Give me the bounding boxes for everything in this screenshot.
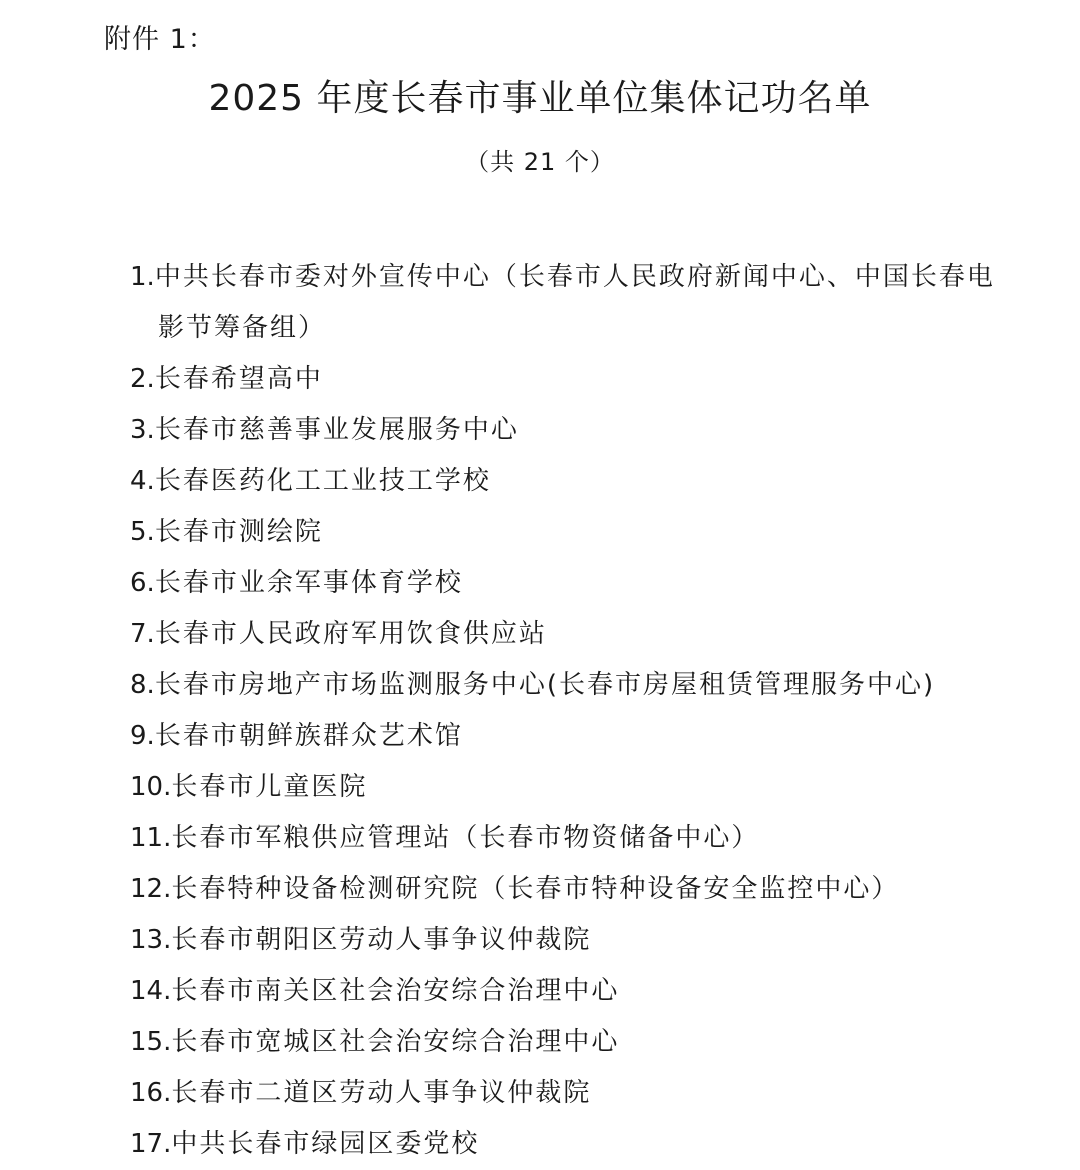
item-text: 长春特种设备检测研究院（长春市特种设备安全监控中心）	[171, 874, 900, 904]
item-number: 15.	[130, 1027, 172, 1057]
item-number: 14.	[130, 976, 172, 1006]
list-item	[130, 711, 1030, 762]
list-item	[130, 813, 1030, 864]
item-number: 4.	[130, 466, 155, 496]
item-number: 2.	[130, 364, 155, 394]
list-item	[130, 609, 1030, 660]
list-item	[130, 762, 1030, 813]
item-number: 10.	[130, 772, 172, 802]
list-item	[130, 915, 1030, 966]
item-number: 3.	[130, 415, 155, 445]
document-title: 2025 年度长春市事业单位集体记功名单	[208, 78, 872, 119]
item-number: 11.	[130, 823, 172, 853]
item-text: 长春市房地产市场监测服务中心(长春市房屋租赁管理服务中心)	[154, 670, 936, 700]
item-text: 长春市宽城区社会治安综合治理中心	[171, 1027, 620, 1057]
item-text: 长春市二道区劳动人事争议仲裁院	[171, 1078, 592, 1108]
item-text: 长春市业余军事体育学校	[154, 568, 463, 598]
list-item	[130, 405, 1030, 456]
list-item	[130, 660, 1030, 711]
item-number: 1.	[130, 262, 155, 292]
item-text: 长春市慈善事业发展服务中心	[154, 415, 519, 445]
item-number: 16.	[130, 1078, 172, 1108]
item-number: 8.	[130, 670, 155, 700]
item-text: 长春希望高中	[154, 364, 323, 394]
list-item	[130, 558, 1030, 609]
item-text: 长春市朝阳区劳动人事争议仲裁院	[171, 925, 592, 955]
item-text: 中共长春市委对外宣传中心（长春市人民政府新闻中心、中国长春电影节筹备组）	[154, 262, 995, 343]
item-text: 长春市军粮供应管理站（长春市物资储备中心）	[171, 823, 760, 853]
list-item	[130, 966, 1030, 1017]
attachment-label: 附件 1：	[104, 24, 216, 55]
item-number: 17.	[130, 1129, 172, 1159]
item-number: 7.	[130, 619, 155, 649]
item-number: 13.	[130, 925, 172, 955]
list-item	[130, 1119, 1030, 1170]
list-item	[130, 864, 1030, 915]
unit-list	[130, 252, 1030, 1170]
list-item	[130, 252, 1018, 354]
item-text: 长春市南关区社会治安综合治理中心	[171, 976, 620, 1006]
item-text: 长春市测绘院	[154, 517, 323, 547]
item-number: 5.	[130, 517, 155, 547]
item-number: 9.	[130, 721, 155, 751]
item-number: 6.	[130, 568, 155, 598]
item-text: 长春市朝鲜族群众艺术馆	[154, 721, 463, 751]
list-item	[130, 507, 1030, 558]
item-text: 长春市儿童医院	[171, 772, 368, 802]
list-item	[130, 1068, 1030, 1119]
list-item	[130, 1017, 1030, 1068]
list-item	[130, 354, 1030, 405]
item-text: 长春市人民政府军用饮食供应站	[154, 619, 547, 649]
document-subtitle: （共 21 个）	[465, 148, 615, 176]
list-item	[130, 456, 1030, 507]
item-text: 中共长春市绿园区委党校	[171, 1129, 480, 1159]
item-number: 12.	[130, 874, 172, 904]
item-text: 长春医药化工工业技工学校	[154, 466, 491, 496]
